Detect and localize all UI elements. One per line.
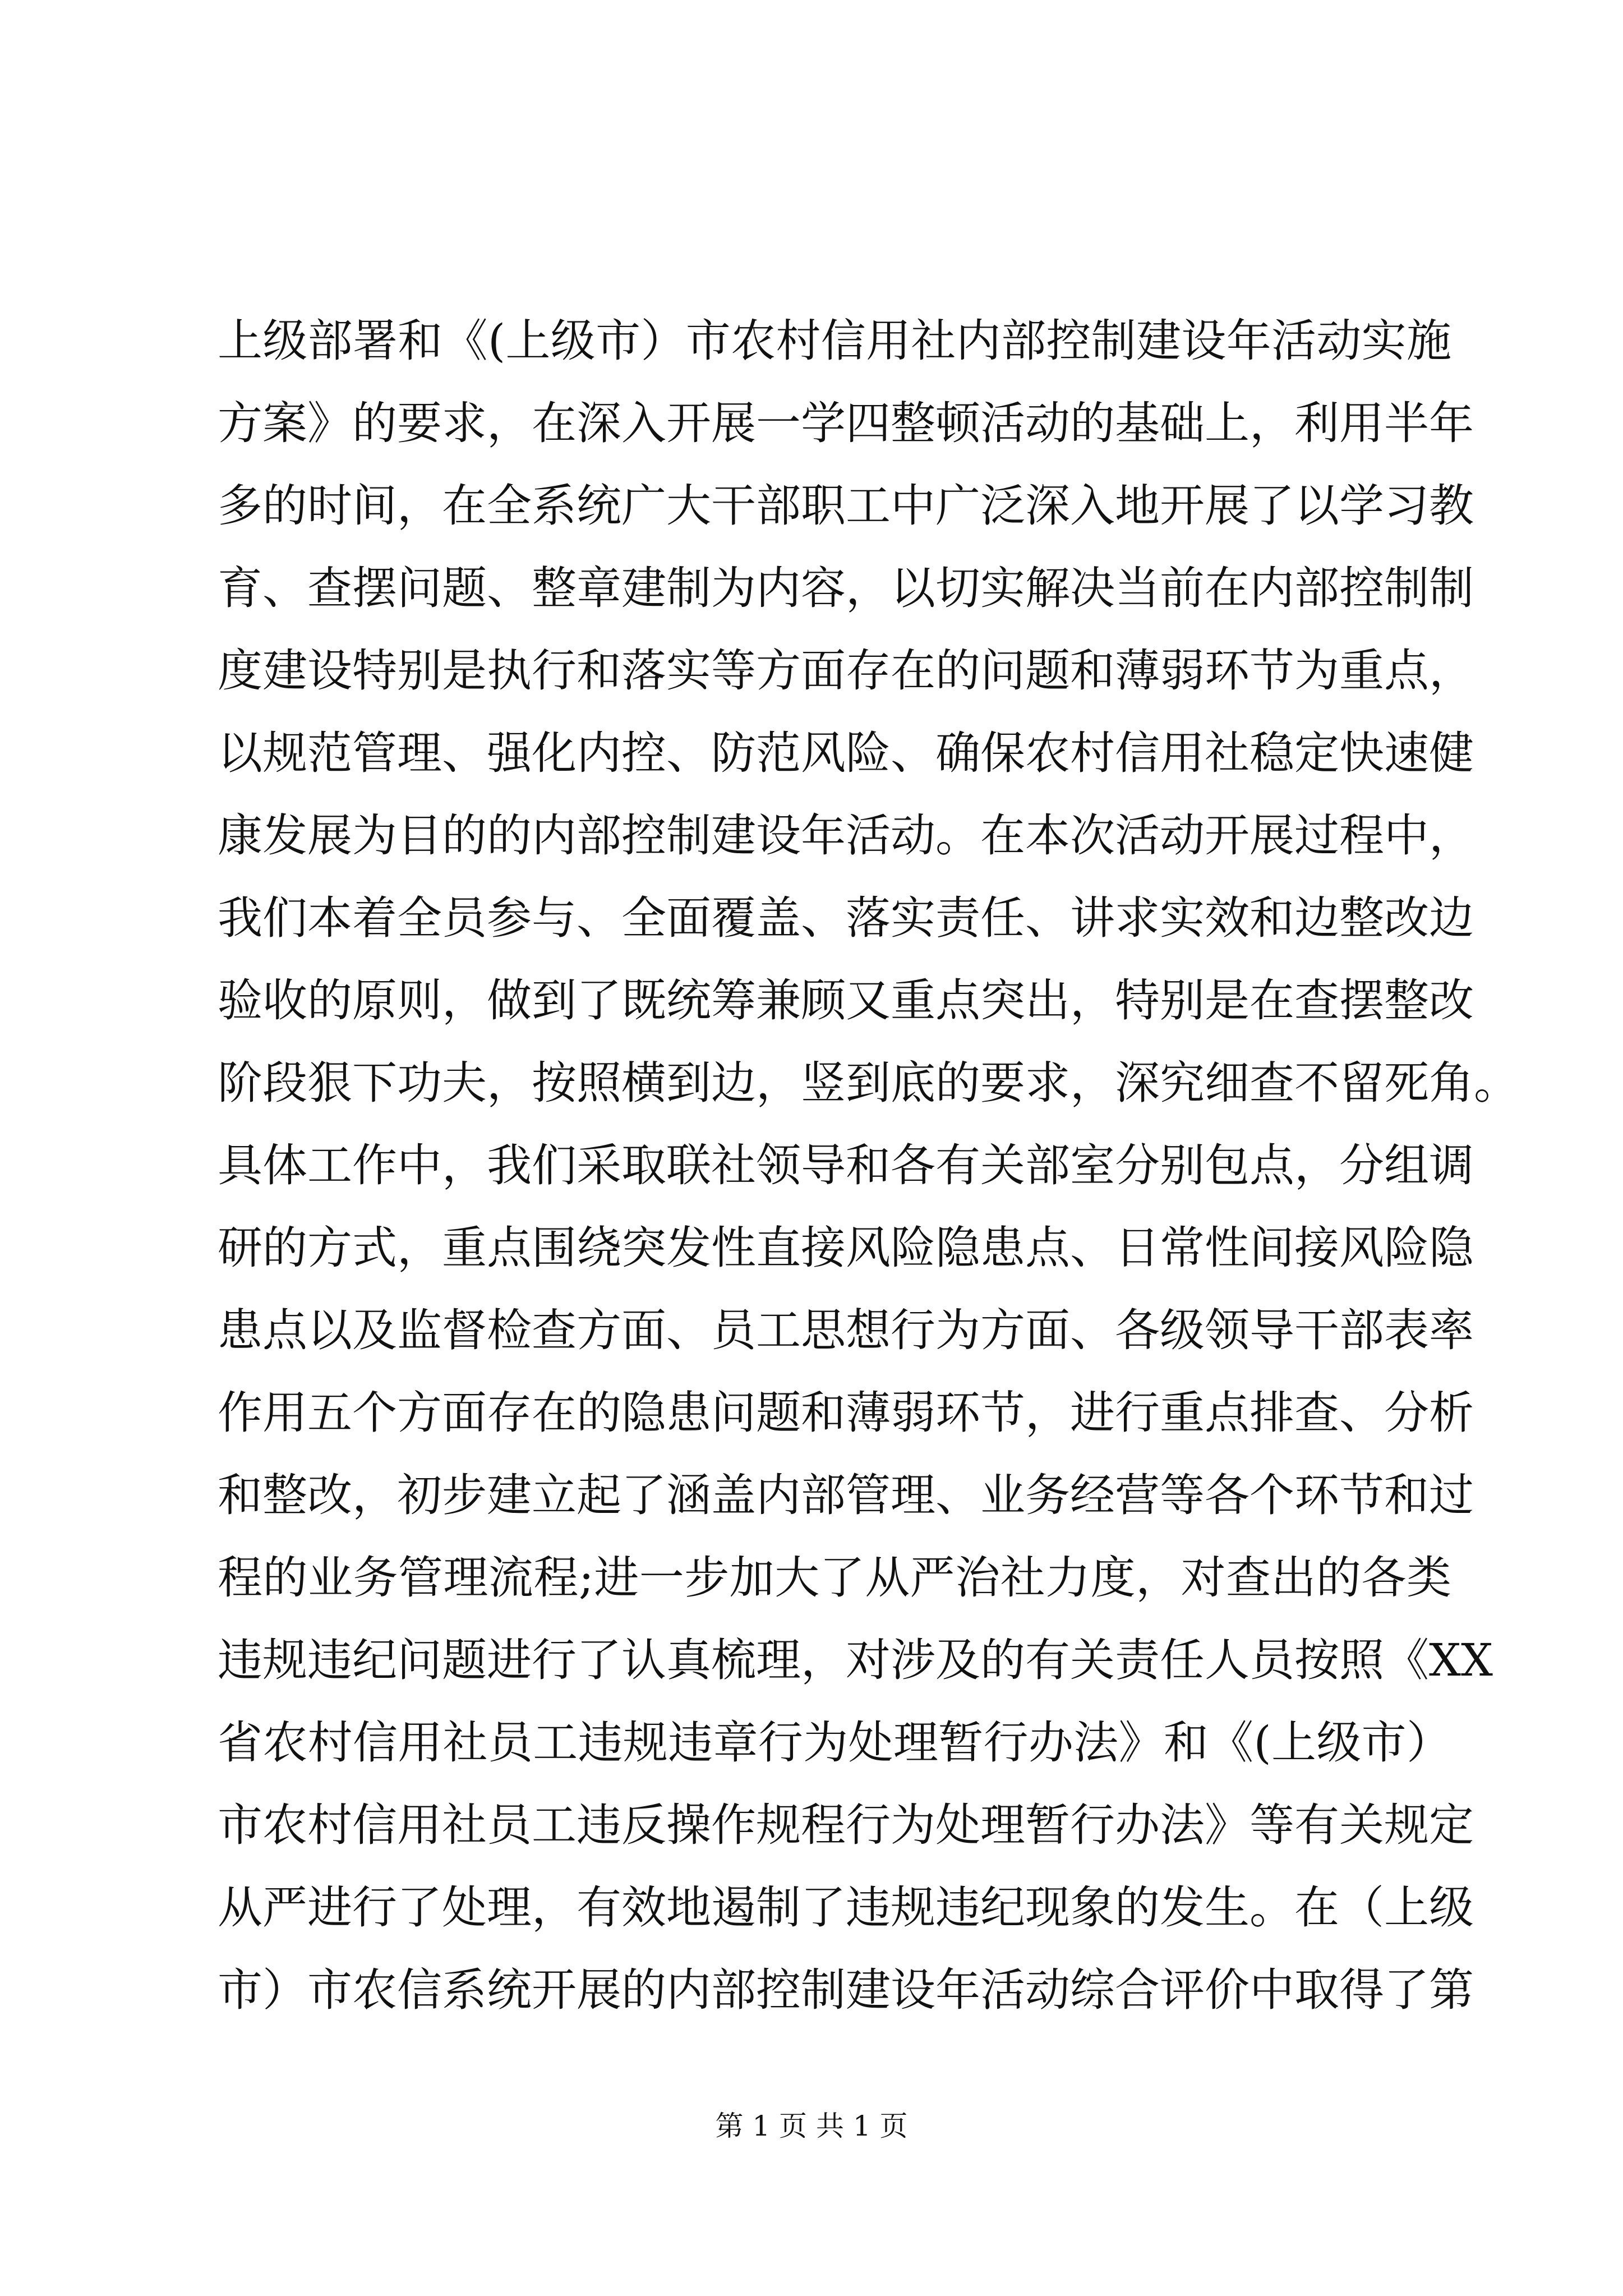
text-line: 以规范管理、强化内控、防范风险、确保农村信用社稳定快速健 (218, 727, 1474, 779)
text-line: 度建设特别是执行和落实等方面存在的问题和薄弱环节为重点， (218, 645, 1474, 697)
text-line: 验收的原则，做到了既统筹兼顾又重点突出，特别是在查摆整改 (218, 974, 1474, 1027)
text-line: 作用五个方面存在的隐患问题和薄弱环节，进行重点排查、分析 (218, 1387, 1474, 1439)
page-number-label: 第 1 页 共 1 页 (715, 2110, 908, 2142)
text-line: 我们本着全员参与、全面覆盖、落实责任、讲求实效和边整改边 (218, 892, 1474, 944)
text-line: 患点以及监督检查方面、员工思想行为方面、各级领导干部表率 (218, 1304, 1474, 1356)
text-line: 省农村信用社员工违规违章行为处理暂行办法》和《(上级市） (218, 1717, 1451, 1769)
text-line: 方案》的要求，在深入开展一学四整顿活动的基础上，利用半年 (218, 397, 1474, 449)
text-line: 阶段狠下功夫，按照横到边，竖到底的要求，深究细查不留死角。 (218, 1057, 1519, 1109)
text-line: 康发展为目的的内部控制建设年活动。在本次活动开展过程中， (218, 809, 1474, 862)
text-line: 市）市农信系统开展的内部控制建设年活动综合评价中取得了第 (218, 1964, 1474, 2016)
text-line: 和整改，初步建立起了涵盖内部管理、业务经营等各个环节和过 (218, 1469, 1474, 1521)
text-line: 具体工作中，我们采取联社领导和各有关部室分别包点，分组调 (218, 1139, 1474, 1191)
body-paragraph (218, 300, 1519, 2031)
text-line: 市农村信用社员工违反操作规程行为处理暂行办法》等有关规定 (218, 1799, 1474, 1851)
text-line: 从严进行了处理，有效地遏制了违规违纪现象的发生。在（上级 (218, 1881, 1474, 1934)
text-line: 研的方式，重点围绕突发性直接风险隐患点、日常性间接风险隐 (218, 1222, 1474, 1274)
text-line: 上级部署和《(上级市）市农村信用社内部控制建设年活动实施 (218, 315, 1451, 367)
text-line: 程的业务管理流程;进一步加大了从严治社力度，对查出的各类 (218, 1552, 1451, 1604)
text-line: 育、查摆问题、整章建制为内容，以切实解决当前在内部控制制 (218, 562, 1474, 614)
text-line: 多的时间，在全系统广大干部职工中广泛深入地开展了以学习教 (218, 480, 1474, 532)
text-line: 违规违纪问题进行了认真梳理，对涉及的有关责任人员按照《XX (218, 1634, 1493, 1686)
page-footer (0, 2106, 1623, 2146)
